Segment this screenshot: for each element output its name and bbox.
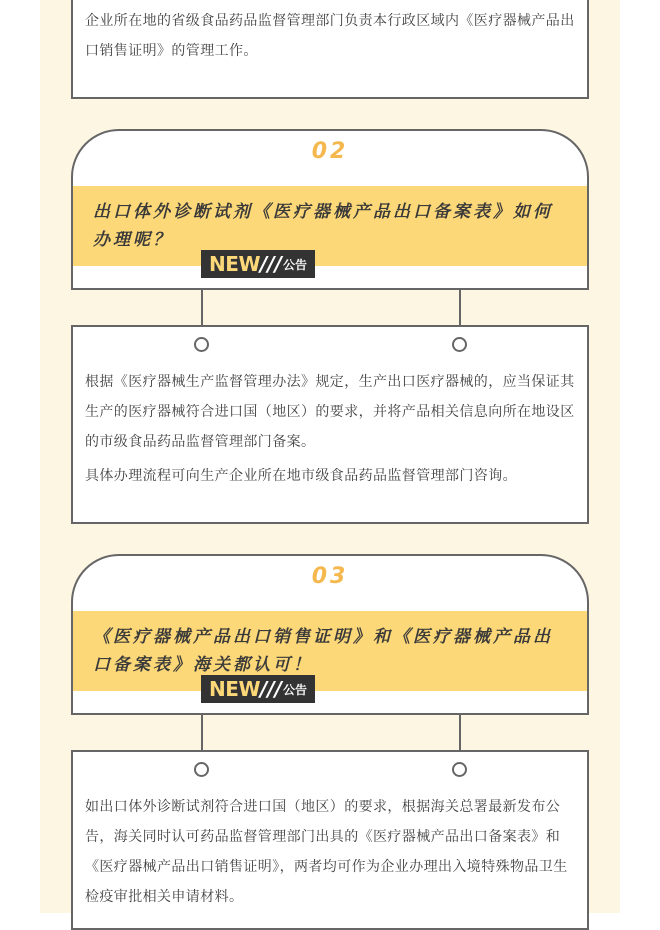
section3-connector-left — [201, 714, 203, 752]
section3-new-badge — [201, 675, 315, 703]
ring-icon — [194, 762, 209, 777]
section2-title: 出口体外诊断试剂《医疗器械产品出口备案表》如何办理呢？ — [93, 202, 553, 250]
new-badge-slashes: /// — [260, 677, 282, 701]
new-badge-notice: 公告 — [282, 257, 307, 272]
section3-title: 《医疗器械产品出口销售证明》和《医疗器械产品出口备案表》海关都认可！ — [93, 627, 553, 675]
section2-content-box — [71, 325, 589, 524]
section2-title-band — [73, 186, 587, 266]
section2-connector-right — [459, 289, 461, 327]
new-badge-text: NEW — [209, 252, 261, 276]
new-badge-notice: 公告 — [282, 682, 307, 697]
ring-icon — [194, 337, 209, 352]
section2-paragraph-1: 根据《医疗器械生产监督管理办法》规定，生产出口医疗器械的，应当保证其生产的医疗器械符合进口国（地区）的要求，并将产品相关信息向所在地设区的市级食品药品监督管理部门备案。 — [85, 374, 575, 450]
ring-icon — [452, 337, 467, 352]
ring-icon — [452, 762, 467, 777]
section2-number: 02 — [311, 139, 349, 164]
section3-content-box — [71, 750, 589, 930]
section3-header — [71, 554, 589, 715]
new-badge-slashes: /// — [260, 252, 282, 276]
section3-number: 03 — [311, 564, 349, 589]
section3-title-band — [73, 611, 587, 691]
section3-paragraph-1: 如出口体外诊断试剂符合进口国（地区）的要求，根据海关总署最新发布公告，海关同时认可药品监督管理部门出具的《医疗器械产品出口备案表》和《医疗器械产品出口销售证明》，两者均可作为企业办理出入境特殊物品卫生检疫审批相关申请材料。 — [85, 799, 568, 905]
section1-paragraph: 企业所在地的省级食品药品监督管理部门负责本行政区域内《医疗器械产品出口销售证明》的管理工作。 — [85, 13, 575, 59]
new-badge-text: NEW — [209, 677, 261, 701]
section1-content-box — [71, 0, 589, 99]
section2-new-badge — [201, 250, 315, 278]
section2-paragraph-2: 具体办理流程可向生产企业所在地市级食品药品监督管理部门咨询。 — [85, 468, 517, 484]
section2-header — [71, 129, 589, 290]
section3-connector-right — [459, 714, 461, 752]
section2-connector-left — [201, 289, 203, 327]
